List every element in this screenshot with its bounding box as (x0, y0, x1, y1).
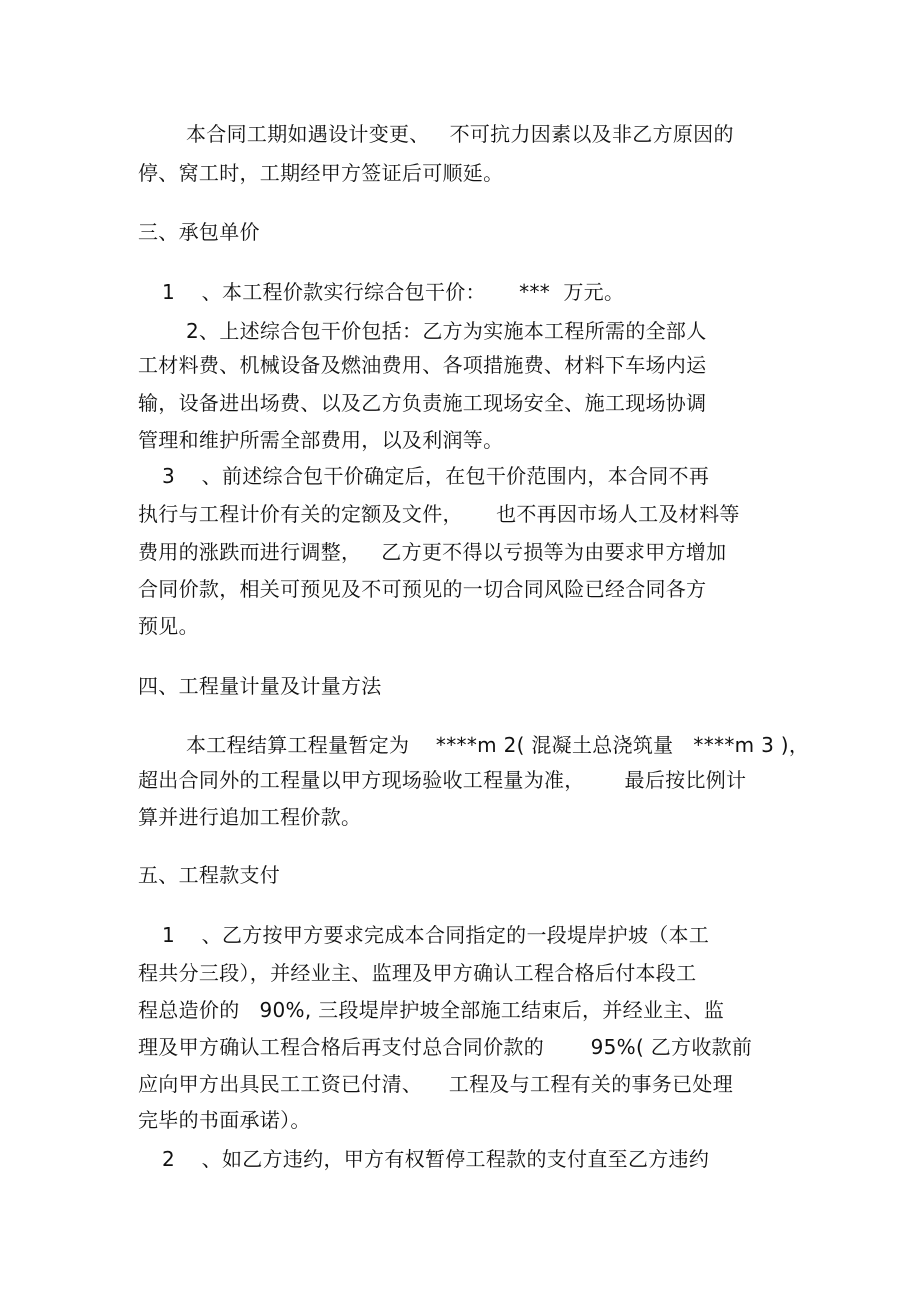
text-line: 预见。 (138, 614, 199, 638)
section-heading: 四、工程量计量及计量方法 (138, 674, 382, 698)
text-line: 超出合同外的工程量以甲方现场验收工程量为准， 最后按比例计 (138, 768, 747, 792)
section-heading: 五、工程款支付 (138, 863, 281, 887)
text-line: 管理和维护所需全部费用，以及利润等。 (138, 428, 504, 452)
text-line: 执行与工程计价有关的定额及文件， 也不再因市场人工及材料等 (138, 502, 740, 526)
text-line: 应向甲方出具民工工资已付清、 工程及与工程有关的事务已处理 (138, 1072, 734, 1096)
text-line: 程总造价的 90%, 三段堤岸护坡全部施工结束后，并经业主、监 (138, 998, 725, 1022)
text-line: 完毕的书面承诺）。 (138, 1108, 311, 1132)
text-line: 2、上述综合包干价包括：乙方为实施本工程所需的全部人 (186, 319, 707, 343)
text-line: 输，设备进出场费、以及乙方负责施工现场安全、施工现场协调 (138, 391, 707, 415)
text-line: 合同价款，相关可预见及不可预见的一切合同风险已经合同各方 (138, 577, 707, 601)
text-line: 1 、乙方按甲方要求完成本合同指定的一段堤岸护坡（本工 (162, 923, 710, 947)
text-line: 工材料费、机械设备及燃油费用、各项措施费、材料下车场内运 (138, 353, 707, 377)
text-line: 费用的涨跌而进行调整， 乙方更不得以亏损等为由要求甲方增加 (138, 540, 727, 564)
text-line: 程共分三段），并经业主、监理及甲方确认工程合格后付本段工 (138, 961, 697, 985)
section-heading: 三、承包单价 (138, 220, 260, 244)
text-line: 停、窝工时，工期经甲方签证后可顺延。 (138, 161, 504, 185)
text-line: 算并进行追加工程价款。 (138, 805, 362, 829)
text-line: 理及甲方确认工程合格后再支付总合同价款的 95%( 乙方收款前 (138, 1035, 753, 1059)
text-line: 3 、前述综合包干价确定后，在包干价范围内，本合同不再 (162, 464, 710, 488)
text-line: 本合同工期如遇设计变更、 不可抗力因素以及非乙方原因的 (186, 122, 734, 146)
text-line: 本工程结算工程量暂定为 ****m 2( 混凝土总浇筑量 ****m 3 )， (186, 733, 810, 757)
text-line: 1 、本工程价款实行综合包干价： *** 万元。 (162, 280, 625, 304)
text-line: 2 、如乙方违约，甲方有权暂停工程款的支付直至乙方违约 (162, 1147, 710, 1171)
